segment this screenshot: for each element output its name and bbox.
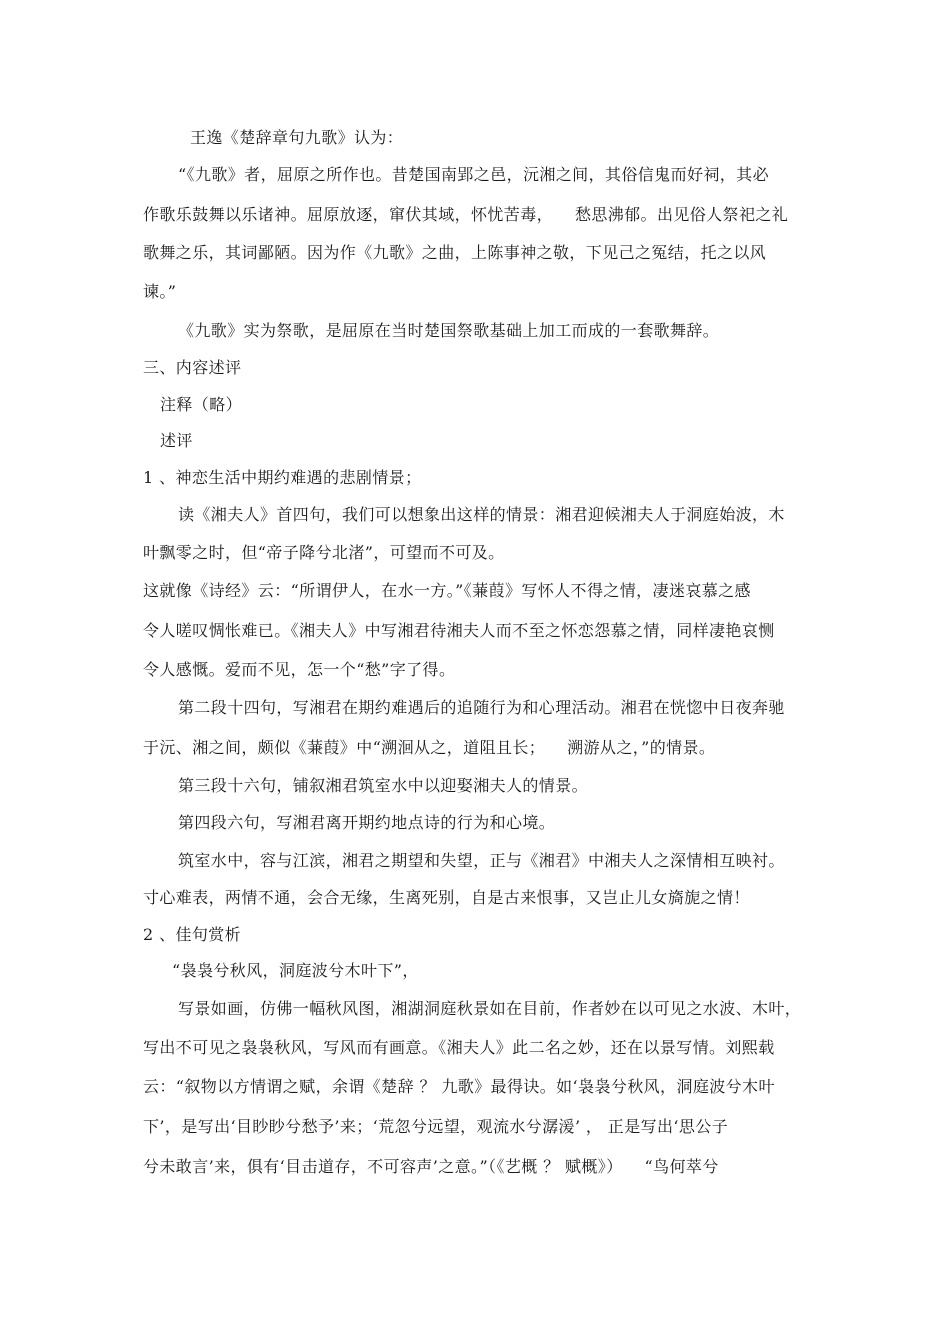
text-line: 兮未敢言’来，俱有‘目击道存，不可容声’之意。”（《艺概 ？ 赋概》） “鸟何萃兮 — [143, 1157, 719, 1176]
text-line: 寸心难表，两情不通，会合无缘，生离死别，自是古来恨事，又岂止儿女旖旎之情！ — [143, 888, 750, 907]
subheading: 述评 — [160, 431, 193, 450]
numbered-heading: 2 、佳句赏析 — [143, 925, 242, 944]
section-heading: 三、内容述评 — [143, 358, 242, 377]
subheading: 注释（略） — [160, 395, 243, 414]
text-line: “《九歌》者，屈原之所作也。昔楚国南郢之邑，沅湘之间，其俗信鬼而好祠，其必 — [178, 165, 769, 184]
text-line: 令人嗟叹惆怅难已。《湘夫人》中写湘君待湘夫人而不至之怀恋怨慕之情，同样凄艳哀恻 — [143, 621, 775, 640]
text-line: 第四段六句，写湘君离开期约地点诗的行为和心境。 — [178, 813, 556, 832]
text-line: 歌舞之乐，其词鄙陋。因为作《九歌》之曲，上陈事神之敬，下见己之冤结，托之以风 — [143, 243, 767, 262]
text-line: 谏。” — [143, 282, 177, 301]
text-line: 写景如画，仿佛一幅秋风图，湘湖洞庭秋景如在目前，作者妙在以可见之水波、木叶， — [178, 999, 802, 1018]
text-line: 《九歌》实为祭歌，是屈原在当时楚国祭歌基础上加工而成的一套歌舞辞。 — [178, 321, 720, 340]
text-line: 筑室水中，容与江滨，湘君之期望和失望，正与《湘君》中湘夫人之深情相互映衬。 — [178, 851, 785, 870]
text-line: 叶飘零之时，但“帝子降兮北渚”，可望而不可及。 — [143, 543, 505, 562]
text-line: 令人感慨。爱而不见，怎一个“愁”字了得。 — [143, 660, 456, 679]
text-line: 第二段十四句，写湘君在期约难遇后的追随行为和心理活动。湘君在恍惚中日夜奔驰 — [178, 698, 785, 717]
text-line: 于沅、湘之间，颇似《蒹葭》中“溯洄从之，道阻且长； 溯游从之，”的情景。 — [143, 738, 716, 757]
numbered-heading: 1 、神恋生活中期约难遇的悲剧情景； — [143, 468, 422, 487]
text-line: 读《湘夫人》首四句，我们可以想象出这样的情景：湘君迎候湘夫人于洞庭始波，木 — [178, 505, 785, 524]
text-line: 下’，是写出‘目眇眇兮愁予’来；‘荒忽兮远望，观流水兮潺湲’ ， 正是写出‘思公子 — [143, 1117, 729, 1136]
text-line: 作歌乐鼓舞以乐诸神。屈原放逐，窜伏其域，怀忧苦毒， 愁思沸郁。出见俗人祭祀之礼 — [143, 205, 789, 224]
text-line: 第三段十六句，铺叙湘君筑室水中以迎娶湘夫人的情景。 — [178, 776, 589, 795]
text-line: 这就像《诗经》云：“所谓伊人，在水一方。”《蒹葭》写怀人不得之情，凄迷哀慕之感 — [143, 581, 751, 600]
text-line: 王逸《楚辞章句九歌》认为： — [190, 128, 404, 147]
text-line: “袅袅兮秋风，洞庭波兮木叶下”， — [172, 961, 419, 980]
text-line: 写出不可见之袅袅秋风，写风而有画意。《湘夫人》此二名之妙，还在以景写情。刘熙载 — [143, 1038, 775, 1057]
text-line: 云：“叙物以方情谓之赋，余谓《楚辞 ？ 九歌》最得诀。如‘袅袅兮秋风，洞庭波兮木叶 — [143, 1077, 775, 1096]
